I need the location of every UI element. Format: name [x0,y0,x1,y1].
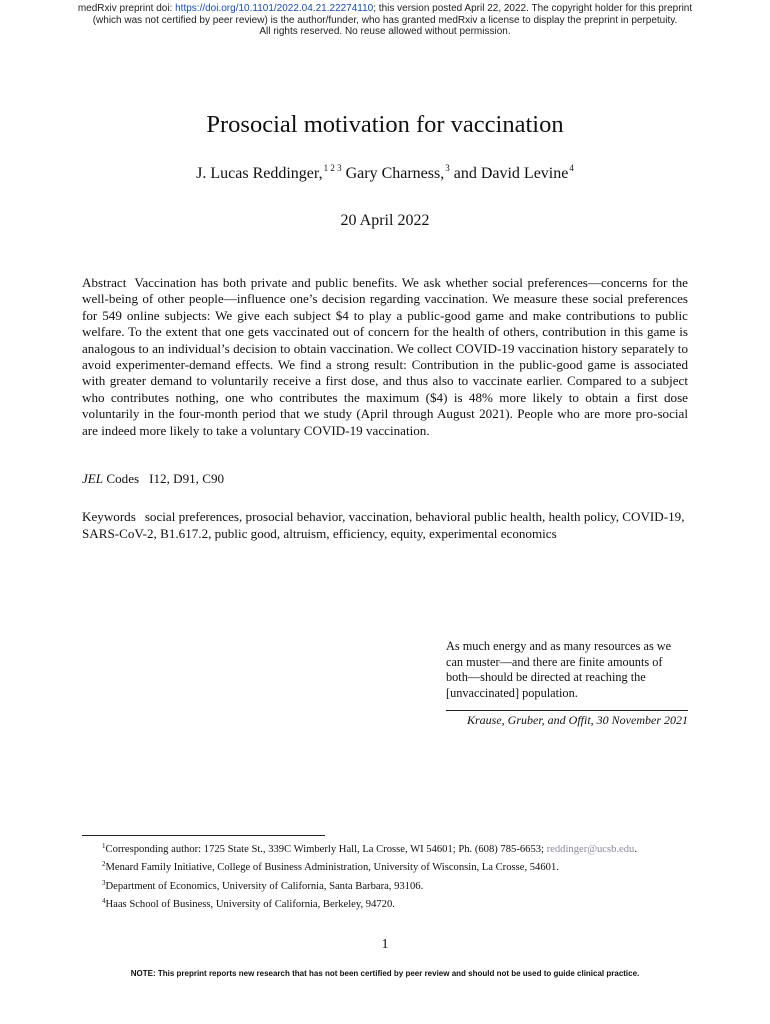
paper-title: Prosocial motivation for vaccination [206,111,564,138]
preprint-banner [0,3,770,38]
author-1: J. Lucas Reddinger, [196,165,323,182]
page-number: 1 [381,937,389,952]
jel-label: JEL Codes [82,471,140,486]
peer-review-note: NOTE: This preprint reports new research that has not been certified by peer review and should not be used to guide clinical practice. [130,969,640,978]
banner-line-1: medRxiv preprint doi: https://doi.org/10.1101/2022.04.21.22274110; this version posted April 22, 2022. The copyright holder for this preprint [77,3,693,14]
keywords-text: social preferences, prosocial behavior, vaccination, behavioral public health, health policy, COVID-19, SARS-CoV-2, B1.617.2, public good, altruism, efficiency, equity, experimental economics [82,509,685,541]
footnote-1: $^1$Corresponding author: 1725 State St., 339C Wimberly Hall, La Crosse, WI 54601; Ph. (608) 785-6653; reddinger@ucsb.edu. [102,842,638,855]
footnote-2: $^2$Menard Family Initiative, College of Business Administration, University of Wisconsin, La Crosse, 54601. [102,860,559,874]
epigraph-divider [446,710,688,711]
banner-line-3: All rights reserved. No reuse allowed without permission. [259,26,511,37]
author-3: and David Levine [453,165,569,182]
jel-code-list: I12, D91, C90 [149,471,225,486]
jel-codes [82,471,688,487]
footnote-divider [82,835,325,836]
author-list [0,163,770,183]
epigraph-quote: As much energy and as many resources as we can muster—and there are finite amounts of both—should be directed at reaching the [unvaccinated] population. [446,639,672,700]
keywords-label: Keywords [82,509,136,524]
abstract-label: Abstract [82,275,127,290]
doi-link[interactable]: https://doi.org/10.1101/2022.04.21.22274110 [175,3,374,14]
author-2-affiliations: 3 [445,163,450,173]
author-1-affiliations: 1 2 3 [323,163,342,173]
author-3-affiliations: 4 [569,163,574,173]
abstract-text: Vaccination has both private and public benefits. We ask whether social preferences—concerns for the well-being of other people—influence one’s decision regarding vaccination. We measure these social preferences for 549 online subjects: We give each subject $4 to play a public-good game and make contributions to public welfare. To the extent that one gets vaccinated out of concern for the health of others, contribution in this game is analogous to an individual’s decision to obtain vaccination. We collect COVID-19 vaccination history separately to avoid experimenter-demand effects. We find a strong result: Contribution in the public-good game is associated with greater demand to voluntarily receive a first dose, and thus also to vaccinate earlier. Compared to a subject who contributes nothing, one who contributes the maximum ($4) is 48% more likely to obtain a first dose voluntarily in the four-month period that we study (April through August 2021). People who are more pro-social are indeed more likely to take a voluntary COVID-19 vaccination. [82,275,688,438]
paper-date: 20 April 2022 [340,212,430,229]
email-link[interactable]: reddinger@ucsb.edu [546,844,635,855]
footnotes [102,839,702,913]
abstract [82,275,688,439]
footnote-4: $^4$Haas School of Business, University of California, Berkeley, 94720. [102,897,395,911]
keywords [82,508,688,542]
author-2: Gary Charness, [345,165,445,182]
banner-line-2: (which was not certified by peer review) is the author/funder, who has granted medRxiv a license to display the preprint in perpetuity. [92,14,678,26]
epigraph-source: Krause, Gruber, and Offit, 30 November 2021 [467,713,688,727]
footnote-3: $^3$Department of Economics, University of California, Santa Barbara, 93106. [102,878,424,892]
